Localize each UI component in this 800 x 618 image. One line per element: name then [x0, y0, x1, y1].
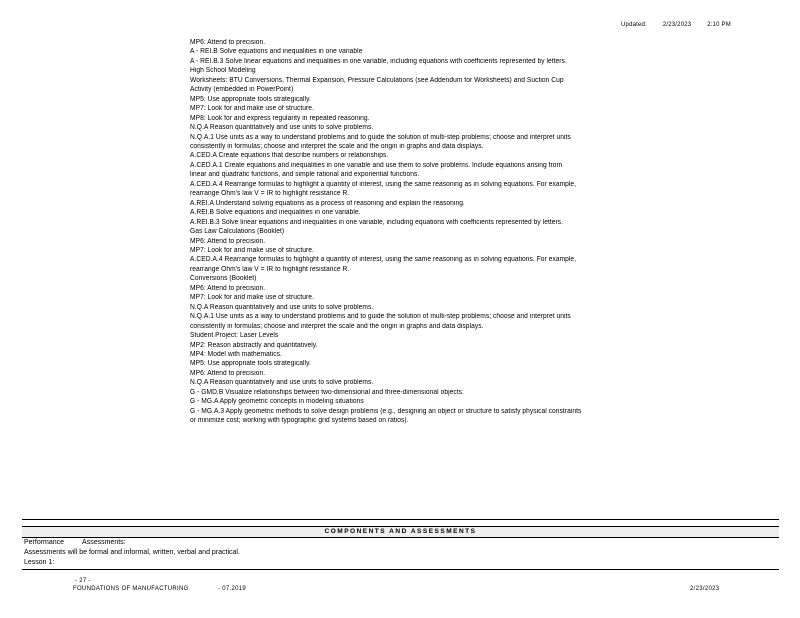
standard-text-line: A.REI.B.3 Solve linear equations and inequalities in one variable, including equations with coefficients represented by letters.	[190, 218, 564, 226]
standard-text-line: A.CED.A.4 Rearrange formulas to highlight a quantity of interest, using the same reasoning as in solving equations. For example,	[190, 180, 577, 188]
standard-text-line: A.CED.A.1 Create equations and inequalities in one variable and use them to solve problems. Include equations arising from	[190, 161, 563, 169]
standard-text-line: MP7: Look for and make use of structure.	[190, 105, 314, 113]
footer-date: 2/23/2023	[690, 586, 720, 592]
standard-text-line: MP6: Attend to precision.	[190, 369, 266, 377]
standard-text-line: A.CED.A Create equations that describe numbers or relationships.	[190, 152, 389, 160]
section-bottom-rule	[22, 569, 779, 570]
standard-text-line: A.REI.B Solve equations and inequalities in one variable.	[190, 209, 361, 217]
standard-text-line: N.Q.A.1 Use units as a way to understand problems and to guide the solution of multi-step problems; choose and interpret units	[190, 133, 571, 141]
standard-text-line: MP5: Use appropriate tools strategically.	[190, 360, 311, 368]
standard-text-line: N.Q.A Reason quantitatively and use units to solve problems.	[190, 379, 374, 387]
standard-text-line: A - REI.B.3 Solve linear equations and inequalities in one variable, including equations with coefficients represented by letters.	[190, 57, 567, 65]
standard-text-line: N.Q.A.1 Use units as a way to understand problems and to guide the solution of multi-step problems; choose and interpret units	[190, 313, 571, 321]
performance-row-1	[24, 538, 126, 548]
standard-text-line: G - MG.A Apply geometric concepts in modeling situations	[190, 398, 364, 406]
standard-text-line: MP6: Attend to precision.	[190, 284, 266, 292]
performance-row-2: Assessments will be formal and informal, written, verbal and practical.	[24, 549, 240, 556]
standard-text-line: G - GMD.B Visualize relationships between two-dimensional and three-dimensional objects.	[190, 388, 464, 396]
standard-text-line: MP4: Model with mathematics.	[190, 350, 282, 358]
standard-text-line: consistently in formulas; choose and interpret the scale and the origin in graphs and data displays.	[190, 322, 484, 330]
standard-text-line: Worksheets: BTU Conversions, Thermal Expansion, Pressure Calculations (see Addendum for Worksheets) and Suction Cup	[190, 76, 564, 84]
standards-text-block	[190, 38, 768, 426]
performance-label: Performance	[24, 539, 65, 546]
footer-course-title: FOUNDATIONS OF MANUFACTURING	[73, 586, 189, 592]
standard-text-line: or minimize cost; working with typographic grid systems based on ratios).	[190, 417, 409, 425]
standard-text-line: MP7: Look for and make use of structure.	[190, 294, 314, 302]
section-heading: COMPONENTS AND ASSESSMENTS	[22, 526, 779, 538]
standard-text-line: Activity (embedded in PowerPoint)	[190, 86, 294, 94]
standard-text-line: N.Q.A Reason quantitatively and use units to solve problems.	[190, 124, 374, 132]
standard-text-line: MP7: Look for and make use of structure.	[190, 246, 314, 254]
standard-text-line: consistently in formulas; choose and interpret the scale and the origin in graphs and data displays.	[190, 142, 484, 150]
assessments-label: Assessments:	[82, 539, 126, 546]
standard-text-line: A.REI.A Understand solving equations as a process of reasoning and explain the reasoning.	[190, 199, 465, 207]
standard-text-line: rearrange Ohm's law V = IR to highlight resistance R.	[190, 190, 350, 198]
standard-text-line: Student Project: Laser Levels	[190, 332, 279, 340]
standard-text-line: linear and quadratic functions, and simple rational and exponential functions.	[190, 171, 420, 179]
standard-text-line: Conversions (Booklet)	[190, 275, 257, 283]
standard-text-line: N.Q.A Reason quantitatively and use units to solve problems.	[190, 303, 374, 311]
footer-version: - 07.2019	[218, 586, 247, 592]
footer-page-number: - 27 -	[75, 578, 91, 584]
standard-text-line: MP6: Attend to precision.	[190, 237, 266, 245]
standard-text-line: G - MG.A.3 Apply geometric methods to solve design problems (e.g., designing an object or structure to satisfy physical constraints	[190, 407, 582, 415]
updated-time: 2:10 PM	[707, 22, 731, 28]
standard-text-line: MP5: Use appropriate tools strategically.	[190, 95, 311, 103]
updated-label: Updated:	[621, 22, 647, 28]
standard-text-line: A - REI.B Solve equations and inequalities in one variable	[190, 48, 363, 56]
standard-text-line: MP2: Reason abstractly and quantitatively.	[190, 341, 318, 349]
standard-text-line: A.CED.A.4 Rearrange formulas to highlight a quantity of interest, using the same reasoning as in solving equations. For example,	[190, 256, 577, 264]
standard-text-line: MP6: Attend to precision.	[190, 39, 266, 46]
section-top-rule	[22, 519, 779, 520]
standard-text-line: Gas Law Calculations (Booklet)	[190, 228, 285, 236]
standard-text-line: MP8: Look for and express regularity in repeated reasoning.	[190, 114, 370, 122]
page-header	[621, 22, 745, 28]
performance-row-3: Lesson 1:	[24, 559, 55, 566]
updated-date: 2/23/2023	[662, 22, 692, 28]
standard-text-line: rearrange Ohm's law V = IR to highlight resistance R.	[190, 265, 350, 273]
standard-text-line: High School Modeling	[190, 67, 256, 75]
